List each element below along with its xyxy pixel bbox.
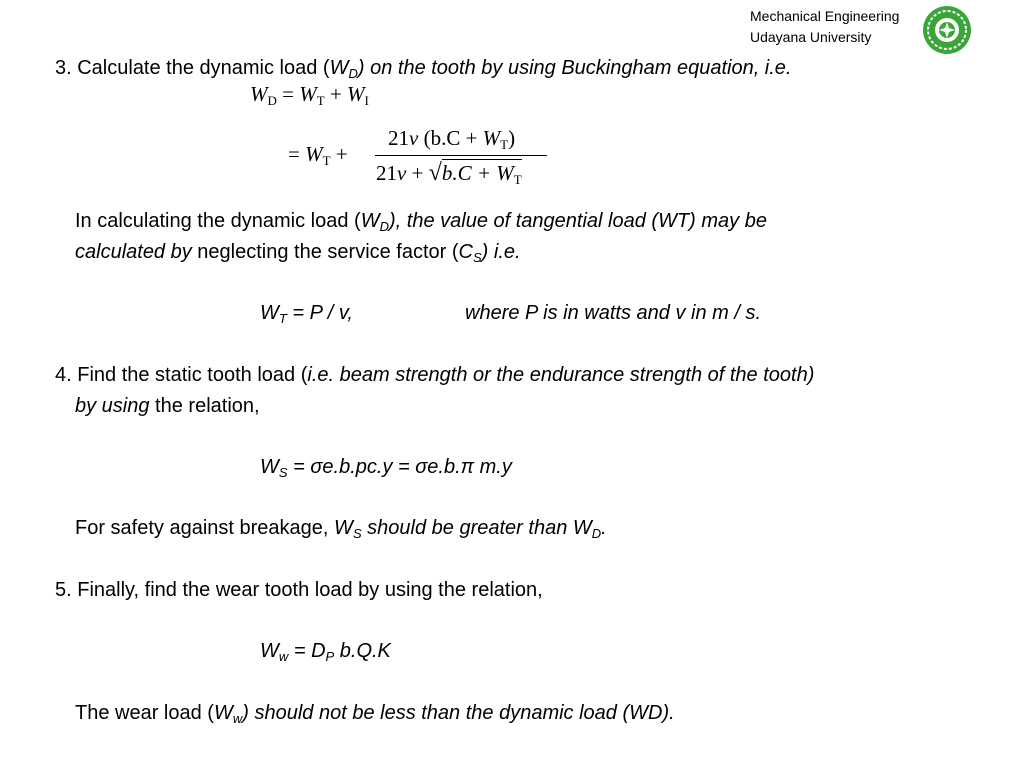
formula-line-2: = $W_T$ +	[288, 142, 348, 168]
fraction-numerator: 21v $(b.C + W_T)$	[388, 126, 516, 152]
sqrt-icon: √	[428, 160, 442, 186]
step-4-line-2: by using the relation,	[75, 395, 260, 417]
fraction-bar	[375, 155, 547, 156]
step-4-line-1: 4. Find the static tooth load (i.e. beam strength or the endurance strength of the tooth)	[55, 364, 815, 386]
department-name: Mechanical Engineering	[750, 8, 900, 24]
paragraph-3: The wear load $(W_w)$ should not be less than the dynamic load (WD).	[75, 702, 675, 726]
step-5-line: 5. Finally, find the wear tooth load by using the relation,	[55, 579, 543, 601]
university-seal-icon	[922, 5, 972, 55]
paragraph-1-line-1: In calculating the dynamic load $(W_D)$, the value of tangential load (WT) may be	[75, 210, 767, 234]
university-name: Udayana University	[750, 29, 872, 45]
equation-ws: $W_S = \sigma e.b.pc.y = \sigma e.b.\pi$ m.y	[260, 456, 512, 480]
paragraph-1-line-2: calculated by neglecting the service factor $(C_S)$ i.e.	[75, 241, 521, 265]
step-3-line: 3. Calculate the dynamic load $(W_D)$ on the tooth by using Buckingham equation, i.e.	[55, 57, 792, 81]
equation-wt: $W_T = P / v$,	[260, 302, 353, 326]
formula-line-1: $W_D = W_T + W_I$	[250, 82, 369, 108]
fraction-denominator: $21v + √b.C + W_T$	[376, 160, 522, 187]
paragraph-2: For safety against breakage, $W_S$ should be greater than $W_D$.	[75, 517, 607, 541]
equation-wt-note: where P is in watts and v in m / s.	[465, 302, 762, 324]
equation-ww: $W_w = D_P$ b.Q.K	[260, 640, 391, 664]
